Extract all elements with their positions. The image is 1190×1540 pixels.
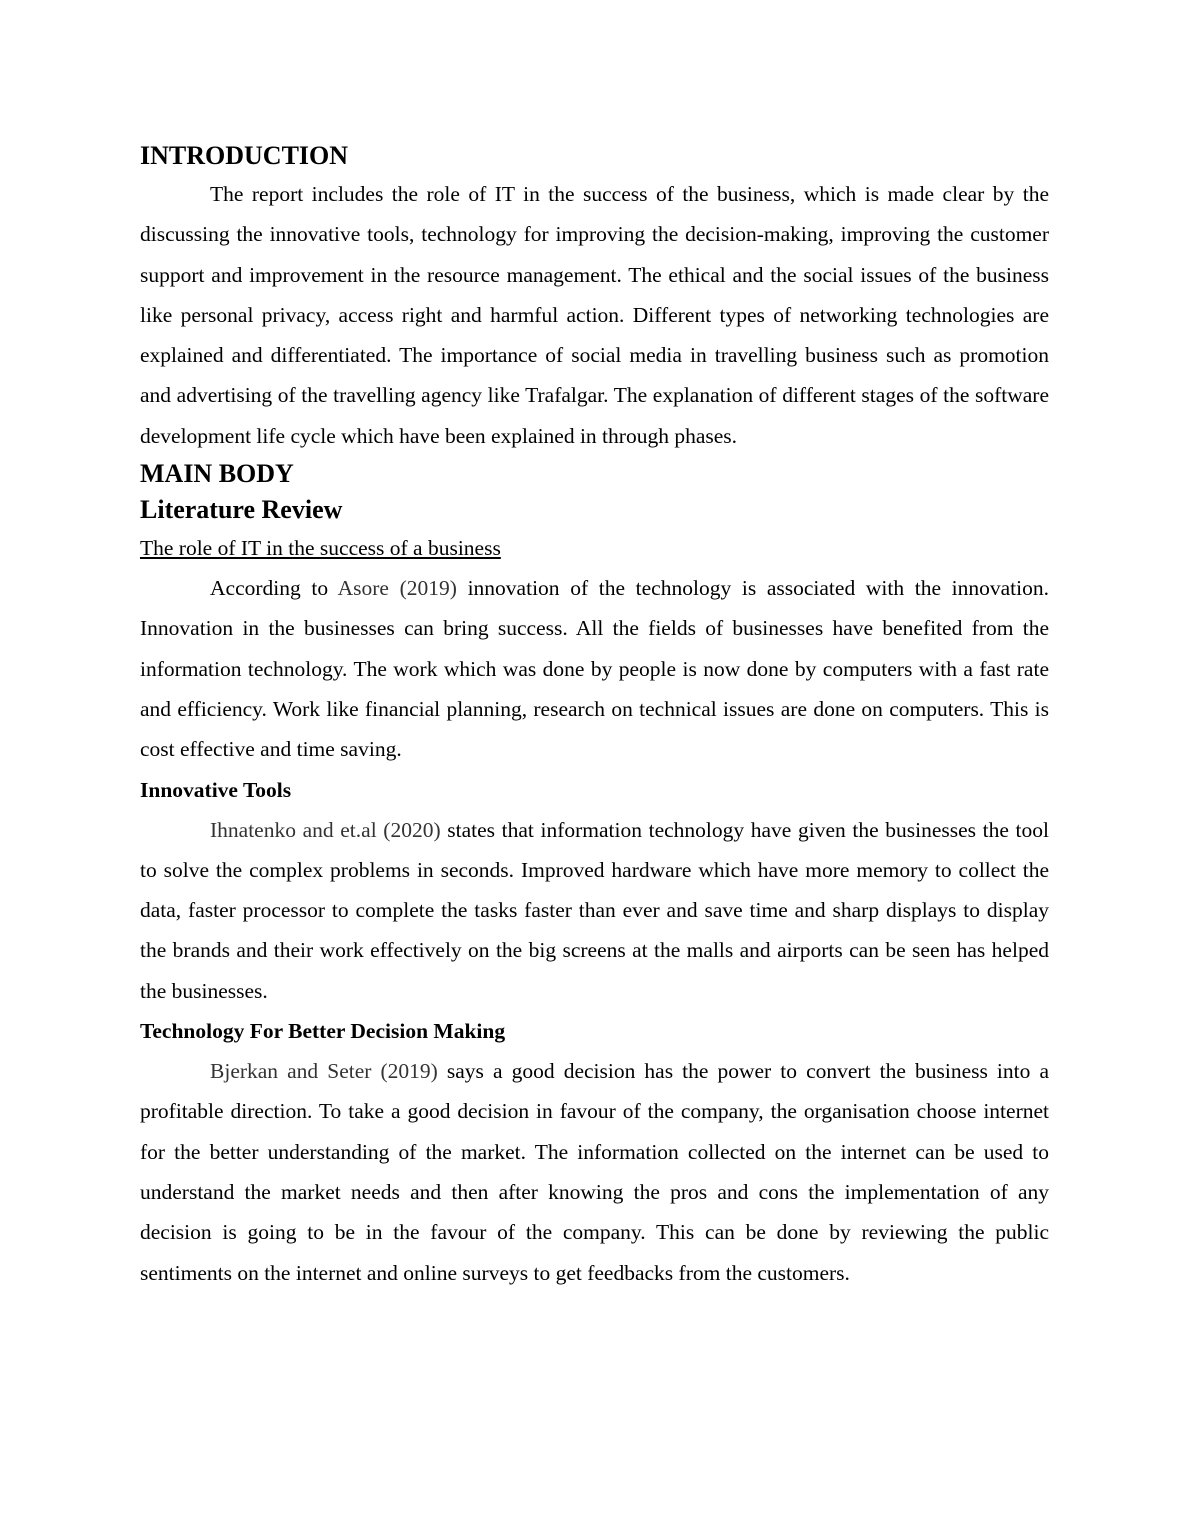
introduction-paragraph: The report includes the role of IT in the success of the business, which is made clear by the discussing the innovative tools, technology for improving the decision-making, improving the customer support and improvement in the resource management. The ethical and the social issues of the business like personal privacy, access right and harmful action. Different types of networking technologies are explained and differentiated. The importance of social media in travelling business such as promotion and advertising of the travelling agency like Trafalgar. The explanation of different stages of the software development life cycle which have been explained in through phases. <box>140 182 1049 448</box>
document-page <box>140 138 1049 1293</box>
role-of-it-text: innovation of the technology is associated with the innovation. Innovation in the businesses can bring success. All the fields of businesses have benefited from the information technology. The work which was done by people is now done by computers with a fast rate and efficiency. Work like financial planning, research on technical issues are done on computers. This is cost effective and time saving. <box>140 576 1049 762</box>
innovative-tools-paragraph <box>140 810 1049 1011</box>
main-body-heading: MAIN BODY <box>140 459 294 489</box>
literature-review-heading: Literature Review <box>140 495 343 525</box>
role-of-it-heading: The role of IT in the success of a business <box>140 536 501 561</box>
innovative-tools-text: states that information technology have given the businesses the tool to solve the complex problems in seconds. Improved hardware which have more memory to collect the data, faster processor to complete the tasks faster than ever and save time and sharp displays to display the brands and their work effectively on the big screens at the malls and airports can be seen has helped the businesses. <box>140 817 1049 1003</box>
innovative-tools-heading: Innovative Tools <box>140 777 292 802</box>
decision-making-heading: Technology For Better Decision Making <box>140 1019 506 1044</box>
citation-bjerkan: Bjerkan and Seter (2019) <box>210 1059 438 1084</box>
citation-asore: Asore (2019) <box>337 576 457 601</box>
role-of-it-paragraph <box>140 568 1049 769</box>
citation-ihnatenko: Ihnatenko and et.al (2020) <box>210 817 441 842</box>
role-of-it-lead: According to <box>210 576 338 601</box>
decision-making-text: says a good decision has the power to convert the business into a profitable direction. To take a good decision in favour of the company, the organisation choose internet for the better understanding of the market. The information collected on the internet can be used to understand the market needs and then after knowing the pros and cons the implementation of any decision is going to be in the favour of the company. This can be done by reviewing the public sentiments on the internet and online surveys to get feedbacks from the customers. <box>140 1059 1049 1285</box>
decision-making-paragraph <box>140 1051 1049 1293</box>
introduction-heading: INTRODUCTION <box>140 141 349 170</box>
